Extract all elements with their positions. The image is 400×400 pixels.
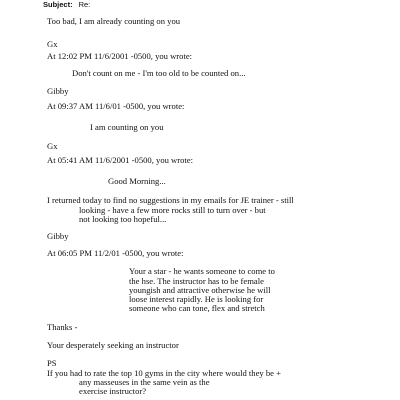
- paragraph-line: I returned today to find no suggestions in my emails for JE trainer - still: [47, 195, 294, 205]
- signature-gx: Gx: [47, 39, 58, 49]
- paragraph-line: looking - have a few more rocks still to turn over - but: [79, 205, 266, 215]
- signature-gibby: Gibby: [47, 86, 69, 96]
- thanks-line: Thanks -: [47, 322, 78, 332]
- signature-gx: Gx: [47, 141, 58, 151]
- quote-body-line: loose interest rapidly. He is looking for: [129, 294, 264, 304]
- paragraph-line: not looking too hopeful...: [79, 214, 167, 224]
- subject-label: Subject:: [43, 0, 73, 9]
- quote-body-line: youngish and attractive otherwise he will: [129, 285, 271, 295]
- ps-line: If you had to rate the top 10 gyms in the city where would they be +: [47, 368, 281, 378]
- ps-line: any masseuses in the same vein as the: [79, 377, 210, 387]
- closing-line: Your desperately seeking an instructor: [47, 340, 179, 350]
- quote-body-line: someone who can tone, flex and stretch: [129, 303, 265, 313]
- reply-line: Too bad, I am already counting on you: [47, 16, 181, 26]
- ps-line: exercise instructor?: [79, 386, 147, 396]
- quote-header: At 06:05 PM 11/2/01 -0500, you wrote:: [47, 248, 184, 258]
- ps-label: PS: [47, 358, 57, 368]
- signature-gibby: Gibby: [47, 231, 69, 241]
- quote-body-line: Your a star - he wants someone to come to: [129, 266, 275, 276]
- quote-body: Good Morning...: [108, 176, 166, 186]
- quote-body-line: the hse. The instructor has to be female: [129, 276, 264, 286]
- subject-value: Re:: [78, 0, 91, 9]
- quote-body: Don't count on me - I'm too old to be counted on...: [72, 68, 246, 78]
- quote-body: I am counting on you: [90, 122, 164, 132]
- quote-header: At 09:37 AM 11/6/01 -0500, you wrote:: [47, 101, 185, 111]
- subject-line: [43, 0, 90, 9]
- quote-header: At 05:41 AM 11/6/2001 -0500, you wrote:: [47, 155, 194, 165]
- quote-header: At 12:02 PM 11/6/2001 -0500, you wrote:: [47, 51, 193, 61]
